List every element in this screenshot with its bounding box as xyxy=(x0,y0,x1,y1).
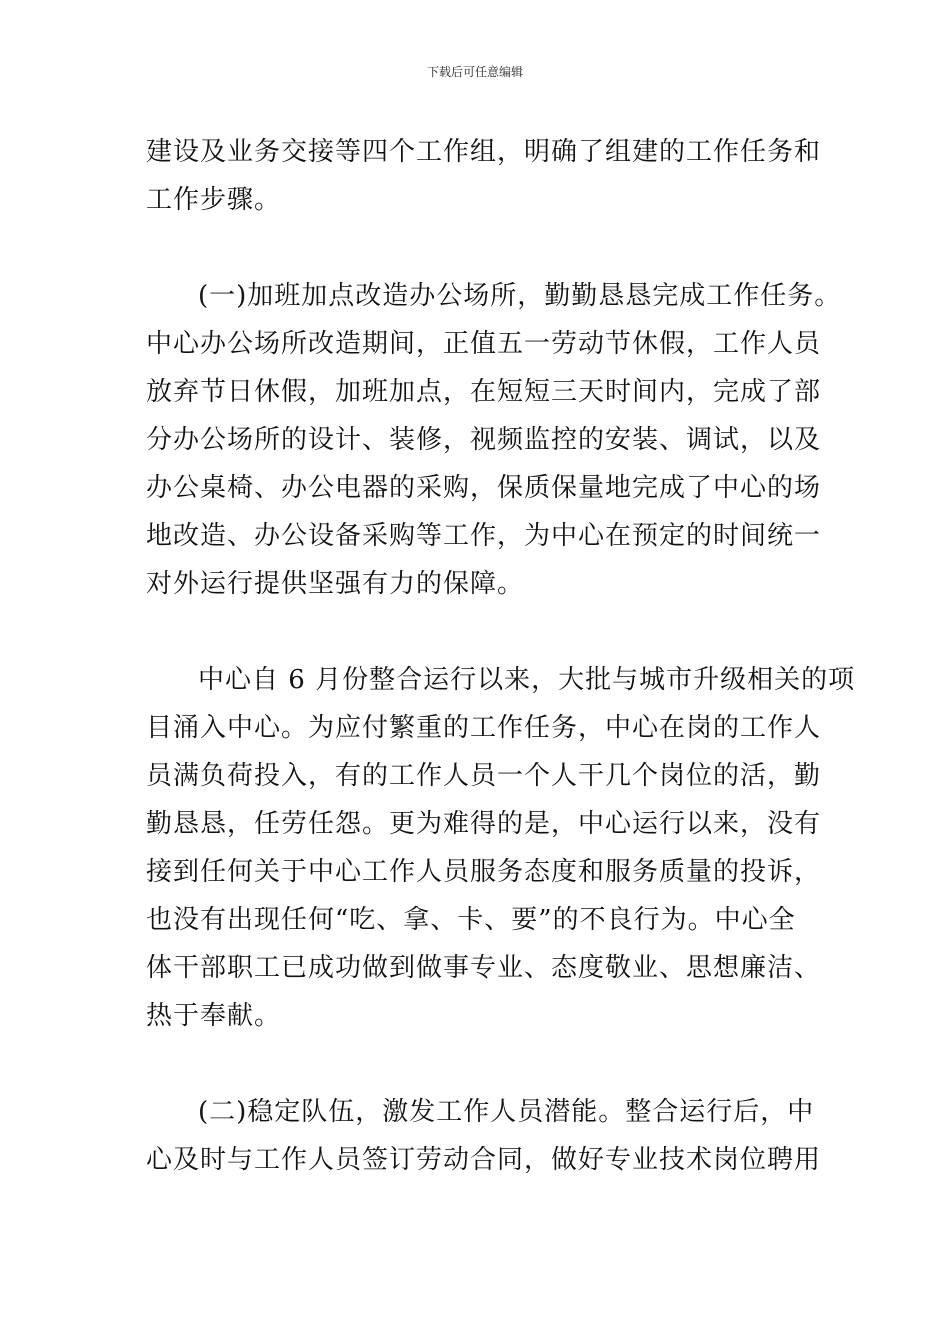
paragraph-spacer xyxy=(146,1040,826,1088)
text-line: 建设及业务交接等四个工作组，明确了组建的工作任务和 xyxy=(146,137,822,167)
text-line: 员满负荷投入，有的工作人员一个人干几个岗位的活，勤 xyxy=(146,761,822,791)
text-line: 中心自 6 月份整合运行以来，大批与城市升级相关的项 xyxy=(198,665,856,695)
paragraph xyxy=(146,656,856,1040)
text-line: 工作步骤。 xyxy=(146,185,282,215)
paragraph xyxy=(146,1088,826,1184)
text-line: 中心办公场所改造期间，正值五一劳动节休假，工作人员 xyxy=(146,329,822,359)
text-line: 接到任何关于中心工作人员服务态度和服务质量的投诉， xyxy=(146,857,822,887)
paragraph xyxy=(146,128,826,224)
paragraph-spacer xyxy=(146,608,826,656)
text-line: 放弃节日休假，加班加点，在短短三天时间内，完成了部 xyxy=(146,377,822,407)
text-line: 体干部职工已成功做到做事专业、态度敬业、思想廉洁、 xyxy=(146,953,822,983)
text-line: (一)加班加点改造办公场所，勤勤恳恳完成工作任务。 xyxy=(198,281,842,311)
text-line: 也没有出现任何“吃、拿、卡、要”的不良行为。中心全 xyxy=(146,905,796,935)
text-line: 勤恳恳，任劳任怨。更为难得的是，中心运行以来，没有 xyxy=(146,809,822,839)
text-line: 分办公场所的设计、装修，视频监控的安装、调试，以及 xyxy=(146,425,822,455)
text-line: 心及时与工作人员签订劳动合同，做好专业技术岗位聘用 xyxy=(146,1145,822,1175)
page-header: 下载后可任意编辑 xyxy=(426,65,523,79)
text-line: 办公桌椅、办公电器的采购，保质保量地完成了中心的场 xyxy=(146,473,822,503)
text-line: (二)稳定队伍，激发工作人员潜能。整合运行后，中 xyxy=(198,1097,815,1127)
paragraph xyxy=(146,272,842,608)
text-line: 目涌入中心。为应付繁重的工作任务，中心在岗的工作人 xyxy=(146,713,822,743)
text-line: 对外运行提供坚强有力的保障。 xyxy=(146,569,525,599)
paragraph-spacer xyxy=(146,224,826,272)
text-line: 地改造、办公设备采购等工作，为中心在预定的时间统一 xyxy=(146,521,822,551)
document-body xyxy=(146,128,856,1184)
text-line: 热于奉献。 xyxy=(146,1001,282,1031)
